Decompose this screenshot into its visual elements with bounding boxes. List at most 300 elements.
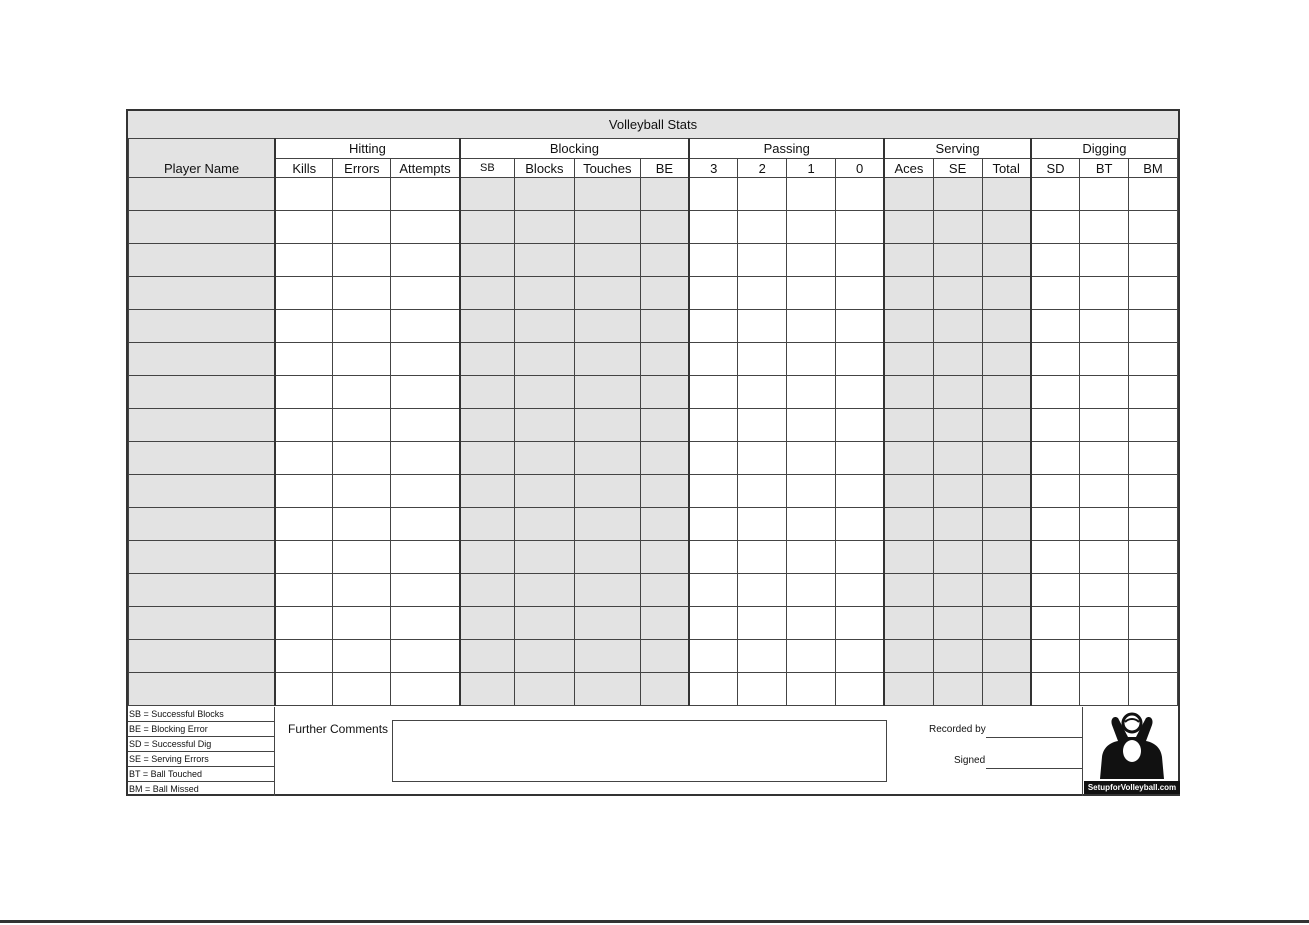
stat-cell[interactable] [1080, 607, 1129, 640]
stat-cell[interactable] [738, 574, 787, 607]
stat-cell[interactable] [835, 376, 884, 409]
stat-cell[interactable] [738, 409, 787, 442]
stat-cell[interactable] [1129, 541, 1178, 574]
stat-cell[interactable] [884, 673, 933, 706]
stat-cell[interactable] [689, 178, 738, 211]
stat-cell[interactable] [640, 211, 689, 244]
stat-cell[interactable] [460, 244, 515, 277]
table-row [129, 475, 1178, 508]
stat-cell[interactable] [1031, 376, 1080, 409]
stat-cell[interactable] [933, 640, 982, 673]
col-header-touches: Touches [574, 159, 640, 178]
stat-cell[interactable] [787, 607, 836, 640]
stat-cell[interactable] [1031, 541, 1080, 574]
stat-cell[interactable] [787, 376, 836, 409]
stat-cell[interactable] [787, 475, 836, 508]
stat-cell[interactable] [574, 673, 640, 706]
stat-cell[interactable] [1031, 607, 1080, 640]
stat-cell[interactable] [1129, 673, 1178, 706]
stat-cell[interactable] [333, 442, 391, 475]
stat-cell[interactable] [982, 178, 1031, 211]
player-name-cell[interactable] [129, 178, 276, 211]
stat-cell[interactable] [1031, 343, 1080, 376]
stat-cell[interactable] [884, 211, 933, 244]
player-name-cell[interactable] [129, 244, 276, 277]
stat-cell[interactable] [275, 244, 333, 277]
stat-cell[interactable] [933, 475, 982, 508]
stat-cell[interactable] [982, 211, 1031, 244]
stat-cell[interactable] [787, 574, 836, 607]
stat-cell[interactable] [884, 376, 933, 409]
stat-cell[interactable] [640, 640, 689, 673]
table-row [129, 574, 1178, 607]
stat-cell[interactable] [514, 409, 574, 442]
stat-cell[interactable] [689, 607, 738, 640]
stat-cell[interactable] [391, 607, 460, 640]
stat-cell[interactable] [933, 673, 982, 706]
stat-cell[interactable] [275, 409, 333, 442]
stat-cell[interactable] [933, 376, 982, 409]
stat-cell[interactable] [640, 508, 689, 541]
stat-cell[interactable] [787, 244, 836, 277]
stat-cell[interactable] [460, 541, 515, 574]
stat-cell[interactable] [1129, 277, 1178, 310]
stat-cell[interactable] [514, 376, 574, 409]
stat-cell[interactable] [1080, 640, 1129, 673]
table-row [129, 508, 1178, 541]
stat-cell[interactable] [982, 640, 1031, 673]
stat-cell[interactable] [982, 541, 1031, 574]
stat-cell[interactable] [275, 211, 333, 244]
stat-cell[interactable] [835, 541, 884, 574]
stat-cell[interactable] [1080, 541, 1129, 574]
stat-cell[interactable] [333, 673, 391, 706]
stat-cell[interactable] [391, 178, 460, 211]
player-name-cell[interactable] [129, 376, 276, 409]
stat-cell[interactable] [275, 541, 333, 574]
stat-cell[interactable] [574, 508, 640, 541]
stat-cell[interactable] [1031, 640, 1080, 673]
stat-cell[interactable] [1129, 640, 1178, 673]
stat-cell[interactable] [460, 673, 515, 706]
stat-cell[interactable] [275, 310, 333, 343]
stat-cell[interactable] [574, 376, 640, 409]
stat-cell[interactable] [574, 178, 640, 211]
stat-cell[interactable] [1080, 508, 1129, 541]
stat-cell[interactable] [574, 409, 640, 442]
stat-cell[interactable] [787, 211, 836, 244]
stat-cell[interactable] [275, 508, 333, 541]
stat-cell[interactable] [982, 244, 1031, 277]
stat-cell[interactable] [738, 541, 787, 574]
stat-cell[interactable] [787, 673, 836, 706]
stat-cell[interactable] [640, 475, 689, 508]
stat-cell[interactable] [787, 343, 836, 376]
stat-cell[interactable] [835, 607, 884, 640]
stat-cell[interactable] [787, 508, 836, 541]
stat-cell[interactable] [787, 409, 836, 442]
stat-cell[interactable] [333, 178, 391, 211]
stat-cell[interactable] [514, 244, 574, 277]
stat-cell[interactable] [689, 574, 738, 607]
stat-cell[interactable] [982, 574, 1031, 607]
stat-cell[interactable] [1080, 310, 1129, 343]
stat-cell[interactable] [514, 178, 574, 211]
stat-cell[interactable] [275, 442, 333, 475]
stat-cell[interactable] [460, 343, 515, 376]
stat-cell[interactable] [460, 211, 515, 244]
stat-cell[interactable] [460, 178, 515, 211]
stat-cell[interactable] [787, 640, 836, 673]
stat-cell[interactable] [391, 343, 460, 376]
stat-cell[interactable] [275, 607, 333, 640]
stat-cell[interactable] [1080, 409, 1129, 442]
stat-cell[interactable] [514, 442, 574, 475]
stat-cell[interactable] [787, 277, 836, 310]
stat-cell[interactable] [640, 343, 689, 376]
stat-cell[interactable] [640, 673, 689, 706]
stat-cell[interactable] [460, 607, 515, 640]
stat-cell[interactable] [574, 442, 640, 475]
player-name-cell[interactable] [129, 475, 276, 508]
stat-cell[interactable] [1129, 508, 1178, 541]
stat-cell[interactable] [933, 277, 982, 310]
stat-cell[interactable] [884, 409, 933, 442]
stat-cell[interactable] [835, 343, 884, 376]
recorded-by-line[interactable] [986, 737, 1082, 738]
stat-cell[interactable] [574, 574, 640, 607]
stat-cell[interactable] [1031, 310, 1080, 343]
stat-cell[interactable] [1080, 244, 1129, 277]
stat-cell[interactable] [1129, 409, 1178, 442]
stat-cell[interactable] [275, 673, 333, 706]
stat-cell[interactable] [391, 541, 460, 574]
stat-cell[interactable] [884, 607, 933, 640]
stat-cell[interactable] [689, 442, 738, 475]
stat-cell[interactable] [982, 508, 1031, 541]
stat-cell[interactable] [982, 277, 1031, 310]
stat-cell[interactable] [275, 376, 333, 409]
stat-cell[interactable] [738, 178, 787, 211]
stat-cell[interactable] [933, 343, 982, 376]
stat-cell[interactable] [738, 508, 787, 541]
stat-cell[interactable] [1031, 409, 1080, 442]
player-name-cell[interactable] [129, 343, 276, 376]
stat-cell[interactable] [933, 508, 982, 541]
stat-cell[interactable] [514, 541, 574, 574]
col-header-be: BE [640, 159, 689, 178]
signed-line[interactable] [986, 768, 1082, 769]
stat-cell[interactable] [514, 640, 574, 673]
stat-cell[interactable] [738, 442, 787, 475]
player-name-cell[interactable] [129, 310, 276, 343]
stat-cell[interactable] [333, 541, 391, 574]
stat-cell[interactable] [640, 277, 689, 310]
stat-cell[interactable] [574, 277, 640, 310]
stat-cell[interactable] [460, 475, 515, 508]
stat-cell[interactable] [514, 277, 574, 310]
player-name-cell[interactable] [129, 277, 276, 310]
stat-cell[interactable] [640, 244, 689, 277]
recorded-by-label: Recorded by [929, 724, 986, 735]
stat-cell[interactable] [1031, 178, 1080, 211]
stat-cell[interactable] [1031, 508, 1080, 541]
stat-cell[interactable] [933, 541, 982, 574]
stat-cell[interactable] [574, 310, 640, 343]
stat-cell[interactable] [933, 442, 982, 475]
stat-cell[interactable] [574, 343, 640, 376]
stat-cell[interactable] [391, 409, 460, 442]
player-name-cell[interactable] [129, 409, 276, 442]
stat-cell[interactable] [1129, 475, 1178, 508]
stat-cell[interactable] [1129, 178, 1178, 211]
stat-cell[interactable] [835, 442, 884, 475]
stat-cell[interactable] [514, 310, 574, 343]
legend-item: SB = Successful Blocks [128, 707, 274, 722]
stat-cell[interactable] [689, 640, 738, 673]
stat-cell[interactable] [884, 574, 933, 607]
stat-cell[interactable] [1129, 376, 1178, 409]
stat-cell[interactable] [884, 442, 933, 475]
stat-cell[interactable] [1080, 277, 1129, 310]
stat-cell[interactable] [738, 607, 787, 640]
stat-cell[interactable] [1080, 178, 1129, 211]
stat-cell[interactable] [982, 673, 1031, 706]
stat-cell[interactable] [884, 541, 933, 574]
stat-cell[interactable] [1031, 475, 1080, 508]
stat-cell[interactable] [1129, 343, 1178, 376]
stat-cell[interactable] [391, 277, 460, 310]
stat-cell[interactable] [514, 508, 574, 541]
stat-cell[interactable] [275, 475, 333, 508]
stat-cell[interactable] [884, 640, 933, 673]
stat-cell[interactable] [391, 673, 460, 706]
stat-cell[interactable] [514, 574, 574, 607]
stat-cell[interactable] [835, 211, 884, 244]
stat-cell[interactable] [884, 475, 933, 508]
stat-cell[interactable] [460, 310, 515, 343]
stat-cell[interactable] [689, 541, 738, 574]
stat-cell[interactable] [884, 178, 933, 211]
stat-cell[interactable] [835, 574, 884, 607]
stat-cell[interactable] [574, 541, 640, 574]
stat-cell[interactable] [391, 442, 460, 475]
stat-cell[interactable] [514, 211, 574, 244]
stat-cell[interactable] [1129, 607, 1178, 640]
stat-cell[interactable] [1031, 277, 1080, 310]
stat-cell[interactable] [1129, 244, 1178, 277]
stat-cell[interactable] [574, 640, 640, 673]
stat-cell[interactable] [689, 277, 738, 310]
stat-cell[interactable] [738, 673, 787, 706]
stat-cell[interactable] [787, 442, 836, 475]
stat-cell[interactable] [933, 607, 982, 640]
stat-cell[interactable] [640, 574, 689, 607]
stat-cell[interactable] [1080, 673, 1129, 706]
stat-cell[interactable] [333, 475, 391, 508]
stat-cell[interactable] [787, 310, 836, 343]
stat-cell[interactable] [460, 376, 515, 409]
stat-cell[interactable] [787, 178, 836, 211]
stat-cell[interactable] [982, 442, 1031, 475]
stat-cell[interactable] [738, 244, 787, 277]
stat-cell[interactable] [787, 541, 836, 574]
stat-cell[interactable] [1080, 574, 1129, 607]
stat-cell[interactable] [574, 607, 640, 640]
stat-cell[interactable] [933, 574, 982, 607]
stat-cell[interactable] [982, 343, 1031, 376]
stat-cell[interactable] [1080, 442, 1129, 475]
stat-cell[interactable] [689, 343, 738, 376]
player-name-cell[interactable] [129, 508, 276, 541]
stat-cell[interactable] [391, 211, 460, 244]
stat-cell[interactable] [738, 343, 787, 376]
stat-cell[interactable] [640, 310, 689, 343]
stat-cell[interactable] [574, 475, 640, 508]
player-name-cell[interactable] [129, 673, 276, 706]
further-comments-box[interactable] [392, 720, 887, 782]
stat-cell[interactable] [460, 277, 515, 310]
stat-cell[interactable] [689, 244, 738, 277]
stat-cell[interactable] [982, 409, 1031, 442]
stat-cell[interactable] [835, 310, 884, 343]
stat-cell[interactable] [1031, 673, 1080, 706]
stat-cell[interactable] [933, 409, 982, 442]
stat-cell[interactable] [640, 409, 689, 442]
stat-cell[interactable] [640, 178, 689, 211]
stat-cell[interactable] [884, 343, 933, 376]
player-name-cell[interactable] [129, 442, 276, 475]
stat-cell[interactable] [333, 277, 391, 310]
stat-cell[interactable] [982, 607, 1031, 640]
page-bottom-rule [0, 920, 1309, 923]
stat-cell[interactable] [333, 574, 391, 607]
player-name-cell[interactable] [129, 211, 276, 244]
stat-cell[interactable] [333, 409, 391, 442]
player-name-cell[interactable] [129, 640, 276, 673]
stat-cell[interactable] [1031, 442, 1080, 475]
stat-cell[interactable] [333, 376, 391, 409]
stat-cell[interactable] [933, 310, 982, 343]
stat-cell[interactable] [835, 178, 884, 211]
stat-cell[interactable] [514, 607, 574, 640]
stat-cell[interactable] [689, 211, 738, 244]
stat-cell[interactable] [574, 211, 640, 244]
stat-cell[interactable] [1080, 211, 1129, 244]
stat-cell[interactable] [689, 673, 738, 706]
stat-cell[interactable] [884, 277, 933, 310]
stat-cell[interactable] [640, 442, 689, 475]
stat-cell[interactable] [933, 211, 982, 244]
stat-cell[interactable] [738, 310, 787, 343]
stat-cell[interactable] [1129, 310, 1178, 343]
stat-cell[interactable] [275, 640, 333, 673]
stat-cell[interactable] [640, 541, 689, 574]
stat-cell[interactable] [1129, 574, 1178, 607]
stat-cell[interactable] [333, 343, 391, 376]
stat-cell[interactable] [460, 442, 515, 475]
stat-cell[interactable] [689, 409, 738, 442]
stat-cell[interactable] [391, 508, 460, 541]
stat-cell[interactable] [835, 475, 884, 508]
stat-cell[interactable] [275, 178, 333, 211]
player-name-cell[interactable] [129, 574, 276, 607]
stat-cell[interactable] [640, 376, 689, 409]
stat-cell[interactable] [391, 475, 460, 508]
stat-cell[interactable] [275, 574, 333, 607]
stat-cell[interactable] [982, 475, 1031, 508]
stat-cell[interactable] [333, 607, 391, 640]
stat-cell[interactable] [1031, 211, 1080, 244]
stat-cell[interactable] [933, 178, 982, 211]
stat-cell[interactable] [738, 376, 787, 409]
stat-cell[interactable] [835, 508, 884, 541]
stat-cell[interactable] [333, 310, 391, 343]
stat-cell[interactable] [1031, 244, 1080, 277]
stat-cell[interactable] [689, 376, 738, 409]
player-name-cell[interactable] [129, 541, 276, 574]
stat-cell[interactable] [1080, 376, 1129, 409]
stat-cell[interactable] [514, 475, 574, 508]
stat-cell[interactable] [738, 277, 787, 310]
stat-cell[interactable] [640, 607, 689, 640]
stat-cell[interactable] [1080, 475, 1129, 508]
stat-cell[interactable] [835, 244, 884, 277]
stat-cell[interactable] [333, 508, 391, 541]
stat-cell[interactable] [835, 673, 884, 706]
stat-cell[interactable] [514, 343, 574, 376]
stat-cell[interactable] [574, 244, 640, 277]
stat-cell[interactable] [835, 409, 884, 442]
stat-cell[interactable] [738, 475, 787, 508]
table-row [129, 409, 1178, 442]
stat-cell[interactable] [689, 310, 738, 343]
player-name-cell[interactable] [129, 607, 276, 640]
stat-cell[interactable] [275, 277, 333, 310]
stat-cell[interactable] [391, 376, 460, 409]
stat-cell[interactable] [333, 244, 391, 277]
stat-cell[interactable] [460, 508, 515, 541]
stat-cell[interactable] [738, 640, 787, 673]
stat-cell[interactable] [835, 640, 884, 673]
stat-cell[interactable] [391, 640, 460, 673]
stat-cell[interactable] [460, 409, 515, 442]
stat-cell[interactable] [391, 574, 460, 607]
stat-cell[interactable] [982, 376, 1031, 409]
stat-cell[interactable] [460, 574, 515, 607]
stat-cell[interactable] [738, 211, 787, 244]
stat-cell[interactable] [1129, 442, 1178, 475]
stat-cell[interactable] [982, 310, 1031, 343]
stat-cell[interactable] [1129, 211, 1178, 244]
stat-cell[interactable] [391, 310, 460, 343]
stat-cell[interactable] [275, 343, 333, 376]
stat-cell[interactable] [689, 508, 738, 541]
stat-cell[interactable] [1080, 343, 1129, 376]
stat-cell[interactable] [333, 211, 391, 244]
stat-cell[interactable] [884, 310, 933, 343]
stat-cell[interactable] [391, 244, 460, 277]
stat-cell[interactable] [933, 244, 982, 277]
stat-cell[interactable] [460, 640, 515, 673]
stat-cell[interactable] [514, 673, 574, 706]
stat-cell[interactable] [884, 244, 933, 277]
stat-cell[interactable] [689, 475, 738, 508]
stat-cell[interactable] [884, 508, 933, 541]
stat-cell[interactable] [333, 640, 391, 673]
stat-cell[interactable] [1031, 574, 1080, 607]
stat-cell[interactable] [835, 277, 884, 310]
